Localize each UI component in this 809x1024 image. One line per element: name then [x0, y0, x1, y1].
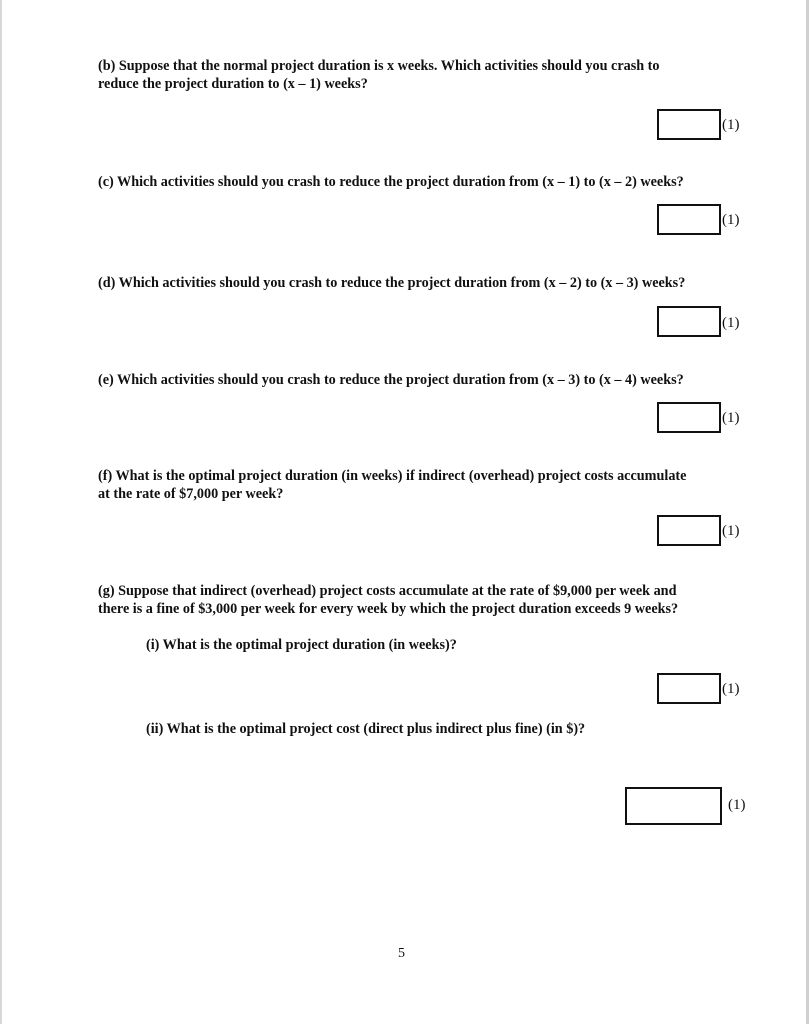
page-number: 5 — [398, 946, 405, 961]
answer-box-d[interactable] — [657, 306, 721, 337]
marks-b: (1) — [722, 117, 740, 133]
answer-box-b[interactable] — [657, 109, 721, 140]
question-c — [98, 173, 758, 191]
question-g-line2: there is a fine of $3,000 per week for every week by which the project duration exceeds 9 weeks? — [98, 601, 679, 617]
answer-box-g-i[interactable] — [657, 673, 721, 704]
answer-box-e[interactable] — [657, 402, 721, 433]
question-d — [98, 274, 758, 292]
question-f — [98, 467, 758, 503]
marks-f: (1) — [722, 523, 740, 539]
marks-e: (1) — [722, 410, 740, 426]
question-g-line1: (g) Suppose that indirect (overhead) project costs accumulate at the rate of $9,000 per week and — [98, 583, 677, 599]
question-g-ii: (ii) What is the optimal project cost (direct plus indirect plus fine) (in $)? — [146, 721, 586, 737]
marks-g-i: (1) — [722, 681, 740, 697]
question-e — [98, 371, 758, 389]
question-c-line1: (c) Which activities should you crash to reduce the project duration from (x – 1) to (x – 2) weeks? — [98, 174, 684, 190]
question-b-line1: (b) Suppose that the normal project duration is x weeks. Which activities should you crash to — [98, 58, 660, 74]
question-f-line1: (f) What is the optimal project duration (in weeks) if indirect (overhead) project costs accumulate — [98, 468, 687, 484]
answer-box-f[interactable] — [657, 515, 721, 546]
question-b-line2: reduce the project duration to (x – 1) weeks? — [98, 76, 368, 92]
answer-box-c[interactable] — [657, 204, 721, 235]
question-g — [98, 582, 758, 618]
marks-g-ii: (1) — [728, 797, 746, 813]
question-f-line2: at the rate of $7,000 per week? — [98, 486, 284, 502]
question-g-i: (i) What is the optimal project duration (in weeks)? — [146, 637, 457, 653]
question-b — [98, 57, 758, 93]
page-left-edge — [0, 0, 2, 1024]
marks-c: (1) — [722, 212, 740, 228]
marks-d: (1) — [722, 315, 740, 331]
question-d-line1: (d) Which activities should you crash to reduce the project duration from (x – 2) to (x – 3) weeks? — [98, 275, 686, 291]
answer-box-g-ii[interactable] — [625, 787, 722, 825]
question-e-line1: (e) Which activities should you crash to reduce the project duration from (x – 3) to (x – 4) weeks? — [98, 372, 684, 388]
